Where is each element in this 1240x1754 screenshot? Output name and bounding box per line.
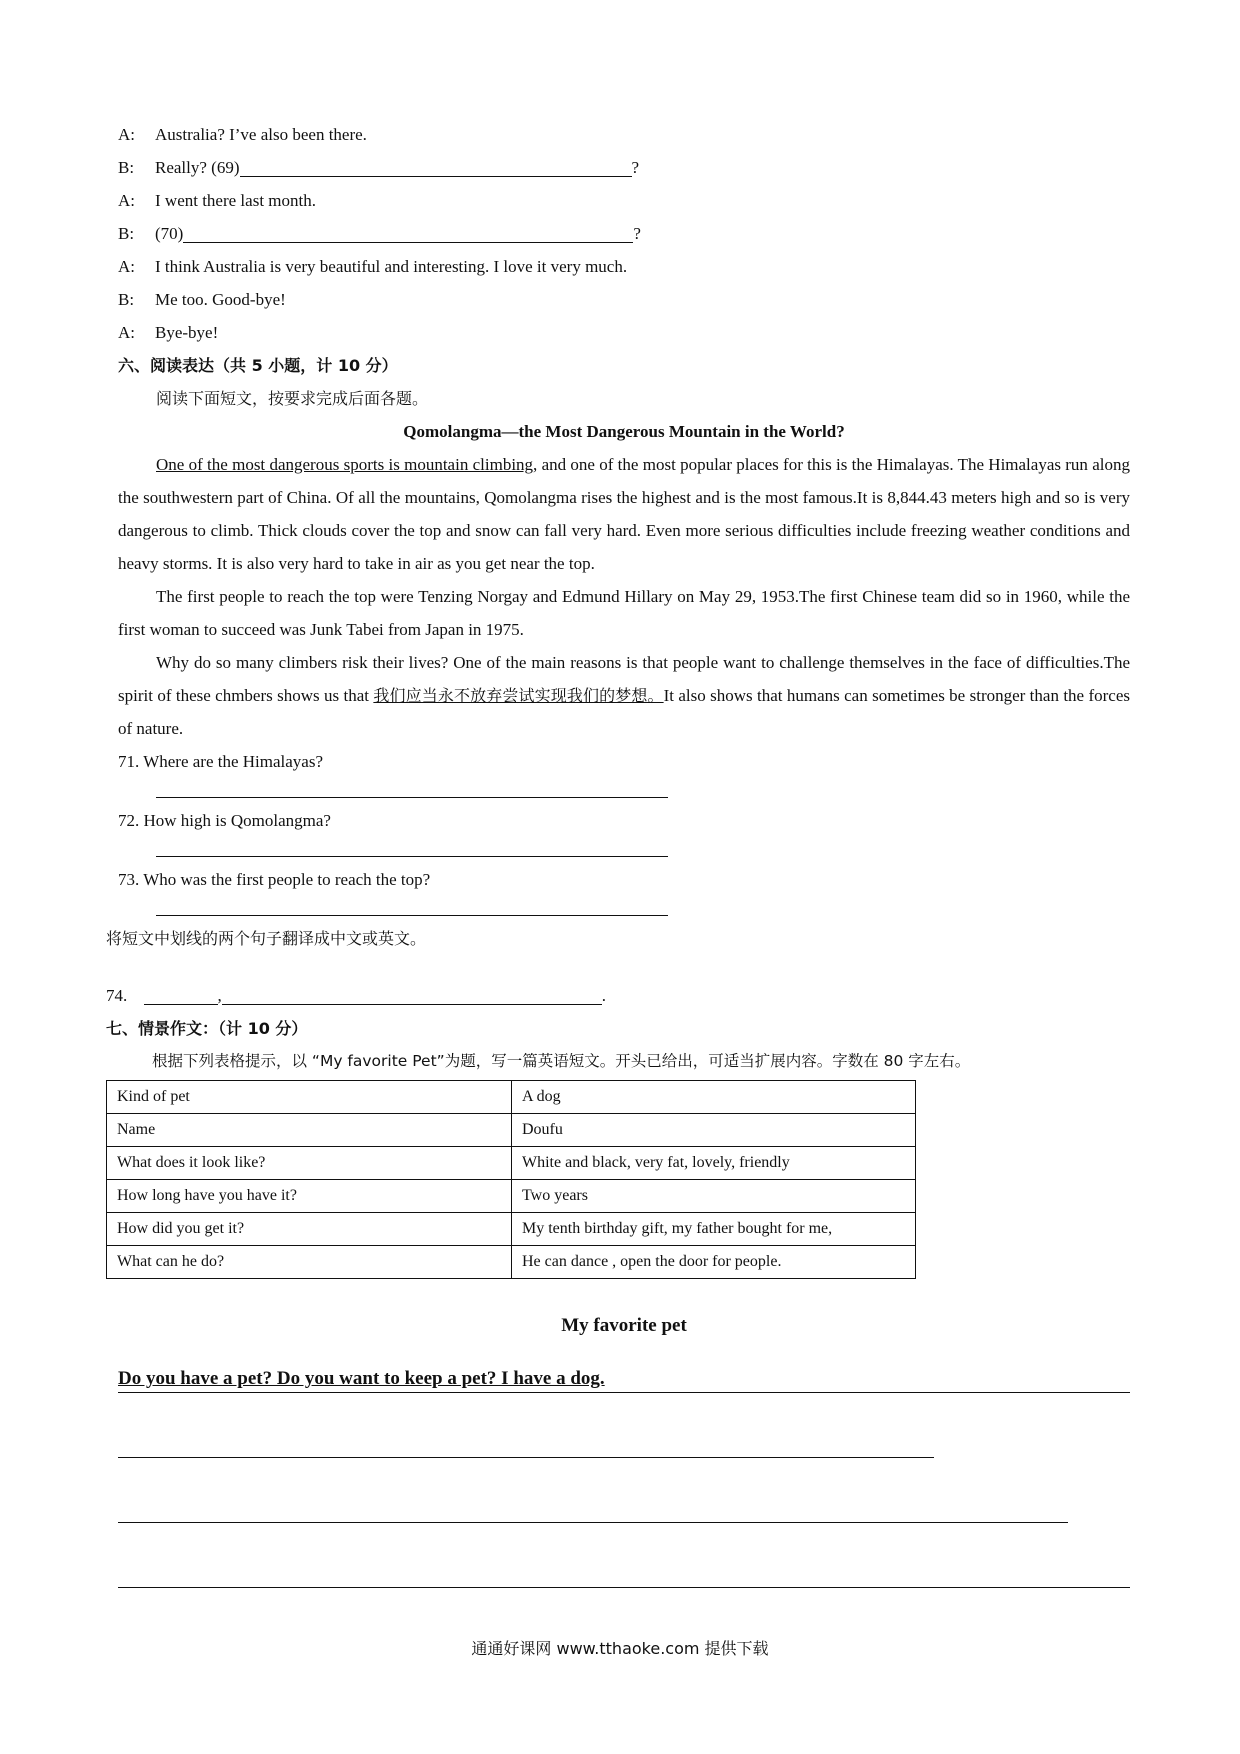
writing-line-3[interactable] — [118, 1496, 1068, 1523]
section-6-title: 六、阅读表达（共 5 小题，计 10 分） — [118, 356, 398, 375]
table-row — [107, 1180, 916, 1213]
table-cell: What can he do? — [107, 1246, 512, 1279]
speaker: A: — [118, 323, 135, 342]
section-7-title: 七、情景作文：（计 10 分） — [106, 1019, 308, 1038]
paragraph-text: , and one of the most popular places for this is the Himalayas. The Himalayas run along the southwestern part of China. Of all the mountains, Qomolangma rises the highest and is the most famous.It is 8,844.43 meters high and so is very dangerous to climb. Thick clouds cover the top and snow can fall very hard. Even more serious difficulties include freezing weather conditions and heavy storms. It is also very hard to take in air as you get near the top. — [118, 455, 1130, 573]
speaker: A: — [118, 191, 135, 210]
underlined-sentence-1: One of the most dangerous sports is mountain climbing — [156, 455, 534, 474]
writing-line-2[interactable] — [118, 1431, 934, 1458]
answer-line-71[interactable] — [156, 778, 668, 798]
table-cell: Name — [107, 1114, 512, 1147]
passage-title: Qomolangma—the Most Dangerous Mountain in the World? — [403, 422, 845, 441]
table-cell: How did you get it? — [107, 1213, 512, 1246]
dialogue-text: Me too. Good-bye! — [155, 290, 286, 309]
speaker: A: — [118, 125, 135, 144]
answer-line-72[interactable] — [156, 837, 668, 857]
answer-line-73[interactable] — [156, 896, 668, 916]
dialogue-text: (70) — [155, 224, 184, 243]
translate-instruction: 将短文中划线的两个句子翻译成中文或英文。 — [106, 929, 427, 948]
dialogue — [118, 118, 1130, 349]
passage-paragraph-1 — [118, 448, 1130, 580]
pet-info-table — [106, 1080, 916, 1279]
passage-paragraph-2: The first people to reach the top were Tenzing Norgay and Edmund Hillary on May 29, 1953.The first Chinese team did so in 1960, while the first woman to succeed was Junk Tabei from Japan in 1975. — [118, 587, 1130, 639]
table-cell: White and black, very fat, lovely, friendly — [512, 1147, 916, 1180]
speaker: A: — [118, 257, 135, 276]
paragraph-text: It also shows that humans can sometimes be stronger than the forces of nature. — [118, 686, 1130, 738]
question-mark: ? — [631, 158, 640, 177]
answer-blank-70[interactable] — [183, 222, 633, 243]
table-row — [107, 1147, 916, 1180]
dialogue-line — [118, 184, 1130, 217]
question-71: 71. Where are the Himalayas? — [118, 752, 324, 771]
table-row — [107, 1213, 916, 1246]
dialogue-line — [118, 283, 1130, 316]
writing-line-1[interactable] — [118, 1366, 1130, 1393]
essay-opening: Do you have a pet? Do you want to keep a pet? I have a dog. — [118, 1368, 605, 1389]
table-row — [107, 1081, 916, 1114]
speaker: B: — [118, 224, 135, 243]
dialogue-text: Bye-bye! — [155, 323, 219, 342]
table-cell: A dog — [512, 1081, 916, 1114]
questions — [118, 745, 1130, 916]
dialogue-line — [118, 316, 1130, 349]
essay-title: My favorite pet — [561, 1315, 687, 1336]
table-cell: He can dance , open the door for people. — [512, 1246, 916, 1279]
table-cell: Doufu — [512, 1114, 916, 1147]
table-row — [107, 1114, 916, 1147]
speaker: B: — [118, 158, 135, 177]
answer-blank-74a[interactable] — [144, 984, 218, 1005]
dialogue-line — [118, 118, 1130, 151]
period: . — [601, 986, 606, 1005]
dialogue-text: Really? (69) — [155, 158, 240, 177]
dialogue-text: I went there last month. — [155, 191, 316, 210]
table-row — [107, 1246, 916, 1279]
dialogue-line — [118, 250, 1130, 283]
question-73: 73. Who was the first people to reach the top? — [118, 870, 431, 889]
passage-paragraph-3 — [118, 646, 1130, 745]
answer-blank-69[interactable] — [240, 156, 632, 177]
dialogue-line — [118, 151, 1130, 184]
comma: , — [217, 986, 222, 1005]
dialogue-line — [118, 217, 1130, 250]
question-mark: ? — [633, 224, 641, 243]
table-cell: What does it look like? — [107, 1147, 512, 1180]
writing-line-4[interactable] — [118, 1561, 1130, 1588]
table-cell: My tenth birthday gift, my father bought for me, — [512, 1213, 916, 1246]
speaker: B: — [118, 290, 135, 309]
table-cell: How long have you have it? — [107, 1180, 512, 1213]
exam-page — [106, 118, 1130, 1588]
underlined-sentence-2: 我们应当永不放弃尝试实现我们的梦想。 — [373, 686, 664, 705]
table-cell: Two years — [512, 1180, 916, 1213]
table-cell: Kind of pet — [107, 1081, 512, 1114]
question-number: 74. — [106, 986, 128, 1005]
paragraph-text: Why do so many climbers risk their lives? One of the main reasons is that people want to challenge themselves in the face of difficulties.The spirit of these chmbers shows us that — [118, 653, 1130, 705]
dialogue-text: I think Australia is very beautiful and interesting. I love it very much. — [155, 257, 628, 276]
dialogue-text: Australia? I’ve also been there. — [155, 125, 367, 144]
answer-blank-74b[interactable] — [222, 984, 602, 1005]
section-7-instruction: 根据下列表格提示，以 “My favorite Pet”为题，写一篇英语短文。开头已给出，可适当扩展内容。字数在 80 字左右。 — [152, 1052, 971, 1070]
section-6-instruction: 阅读下面短文，按要求完成后面各题。 — [156, 389, 429, 408]
question-72: 72. How high is Qomolangma? — [118, 811, 331, 830]
question-74 — [106, 979, 1130, 1012]
page-footer: 通通好课网 www.tthaoke.com 提供下载 — [471, 1639, 769, 1658]
